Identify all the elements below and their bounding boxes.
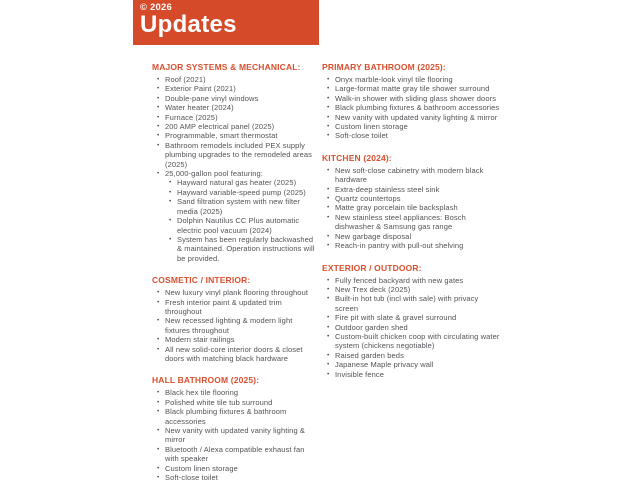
sub-list-item: • Dolphin Nautilus CC Plus automatic electric pool vacuum (2024) xyxy=(152,216,315,235)
list-item: • Matte gray porcelain tile backsplash xyxy=(322,203,503,212)
sub-list-item: • Sand filtration system with new filter media (2025) xyxy=(152,197,315,216)
list-item: • Custom linen storage xyxy=(322,122,503,131)
list-item: • New vanity with updated vanity lighting & mirror xyxy=(322,113,503,122)
sub-list-item: • Hayward natural gas heater (2025) xyxy=(152,178,315,187)
list-item: • Roof (2021) xyxy=(152,75,315,84)
list-item: • Furnace (2025) xyxy=(152,113,315,122)
list-item: • Fresh interior paint & updated trim throughout xyxy=(152,298,315,317)
list-item: • Outdoor garden shed xyxy=(322,323,503,332)
list-item: • New vanity with updated vanity lighting & mirror xyxy=(152,426,315,445)
list-item: • Black plumbing fixtures & bathroom accessories xyxy=(152,407,315,426)
copyright-text: © 2026 xyxy=(140,2,172,13)
list-item: • New luxury vinyl plank flooring throughout xyxy=(152,288,315,297)
section xyxy=(322,153,503,251)
column-right xyxy=(322,62,503,391)
section-heading: EXTERIOR / OUTDOOR: xyxy=(322,262,422,273)
sub-list-item: • Hayward variable-speed pump (2025) xyxy=(152,188,315,197)
section-heading: PRIMARY BATHROOM (2025): xyxy=(322,62,446,72)
list-item: • New Trex deck (2025) xyxy=(322,285,503,294)
list-item: • Raised garden beds xyxy=(322,351,503,360)
list-item: • All new solid-core interior doors & closet doors with matching black hardware xyxy=(152,345,315,364)
section-heading: KITCHEN (2024): xyxy=(322,152,392,163)
list-item: • Soft-close toilet xyxy=(322,131,503,140)
section xyxy=(152,375,315,480)
sub-list-item: • System has been regularly backwashed & maintained. Operation instructions will be provided. xyxy=(152,235,315,263)
list-item: • Polished white tile tub surround xyxy=(152,398,315,407)
section-heading: MAJOR SYSTEMS & MECHANICAL: xyxy=(152,62,301,72)
list-item: • 200 AMP electrical panel (2025) xyxy=(152,122,315,131)
list-item: • New soft-close cabinetry with modern black hardware xyxy=(322,166,503,185)
list-item: • New garbage disposal xyxy=(322,232,503,241)
list-item: • Black hex tile flooring xyxy=(152,388,315,397)
list-item: • Extra-deep stainless steel sink xyxy=(322,185,503,194)
list-item: • Japanese Maple privacy wall xyxy=(322,360,503,369)
list-item: • New stainless steel appliances: Bosch dishwasher & Samsung gas range xyxy=(322,213,503,232)
list-item: • Double-pane vinyl windows xyxy=(152,94,315,103)
page-title: Updates xyxy=(140,11,237,38)
list-item: • Walk-in shower with sliding glass shower doors xyxy=(322,94,503,103)
list-item: • Modern stair railings xyxy=(152,335,315,344)
list-item: • Built-in hot tub (incl with sale) with privacy screen xyxy=(322,294,503,313)
header-banner xyxy=(133,0,319,45)
list-item: • Exterior Paint (2021) xyxy=(152,84,315,93)
section-heading: HALL BATHROOM (2025): xyxy=(152,375,260,386)
section-heading: COSMETIC / INTERIOR: xyxy=(152,275,251,286)
list-item: • Large-format matte gray tile shower surround xyxy=(322,84,503,93)
section xyxy=(152,275,315,363)
list-item: • Bathroom remodels included PEX supply plumbing upgrades to the remodeled areas (2025) xyxy=(152,141,315,169)
list-item: • Fully fenced backyard with new gates xyxy=(322,276,503,285)
list-item: • Custom linen storage xyxy=(152,464,315,473)
list-item: • Soft-close toilet xyxy=(152,473,315,480)
list-item: • Programmable, smart thermostat xyxy=(152,131,315,140)
list-item: • Water heater (2024) xyxy=(152,103,315,112)
list-item: • Black plumbing fixtures & bathroom accessories xyxy=(322,103,503,112)
list-item: • Invisible fence xyxy=(322,370,503,379)
column-left xyxy=(152,62,315,480)
list-item: • Onyx marble-look vinyl tile flooring xyxy=(322,75,503,84)
list-item: • Reach-in pantry with pull-out shelving xyxy=(322,241,503,250)
list-item: • Custom-built chicken coop with circulating water system (chickens negotiable) xyxy=(322,332,503,351)
list-item: • Quartz countertops xyxy=(322,194,503,203)
list-item: • Bluetooth / Alexa compatible exhaust fan with speaker xyxy=(152,445,315,464)
list-item: • 25,000-gallon pool featuring: xyxy=(152,169,315,178)
section xyxy=(152,62,315,263)
section xyxy=(322,263,503,379)
section xyxy=(322,62,503,141)
list-item: • Fire pit with slate & gravel surround xyxy=(322,313,503,322)
list-item: • New recessed lighting & modern light fixtures throughout xyxy=(152,316,315,335)
